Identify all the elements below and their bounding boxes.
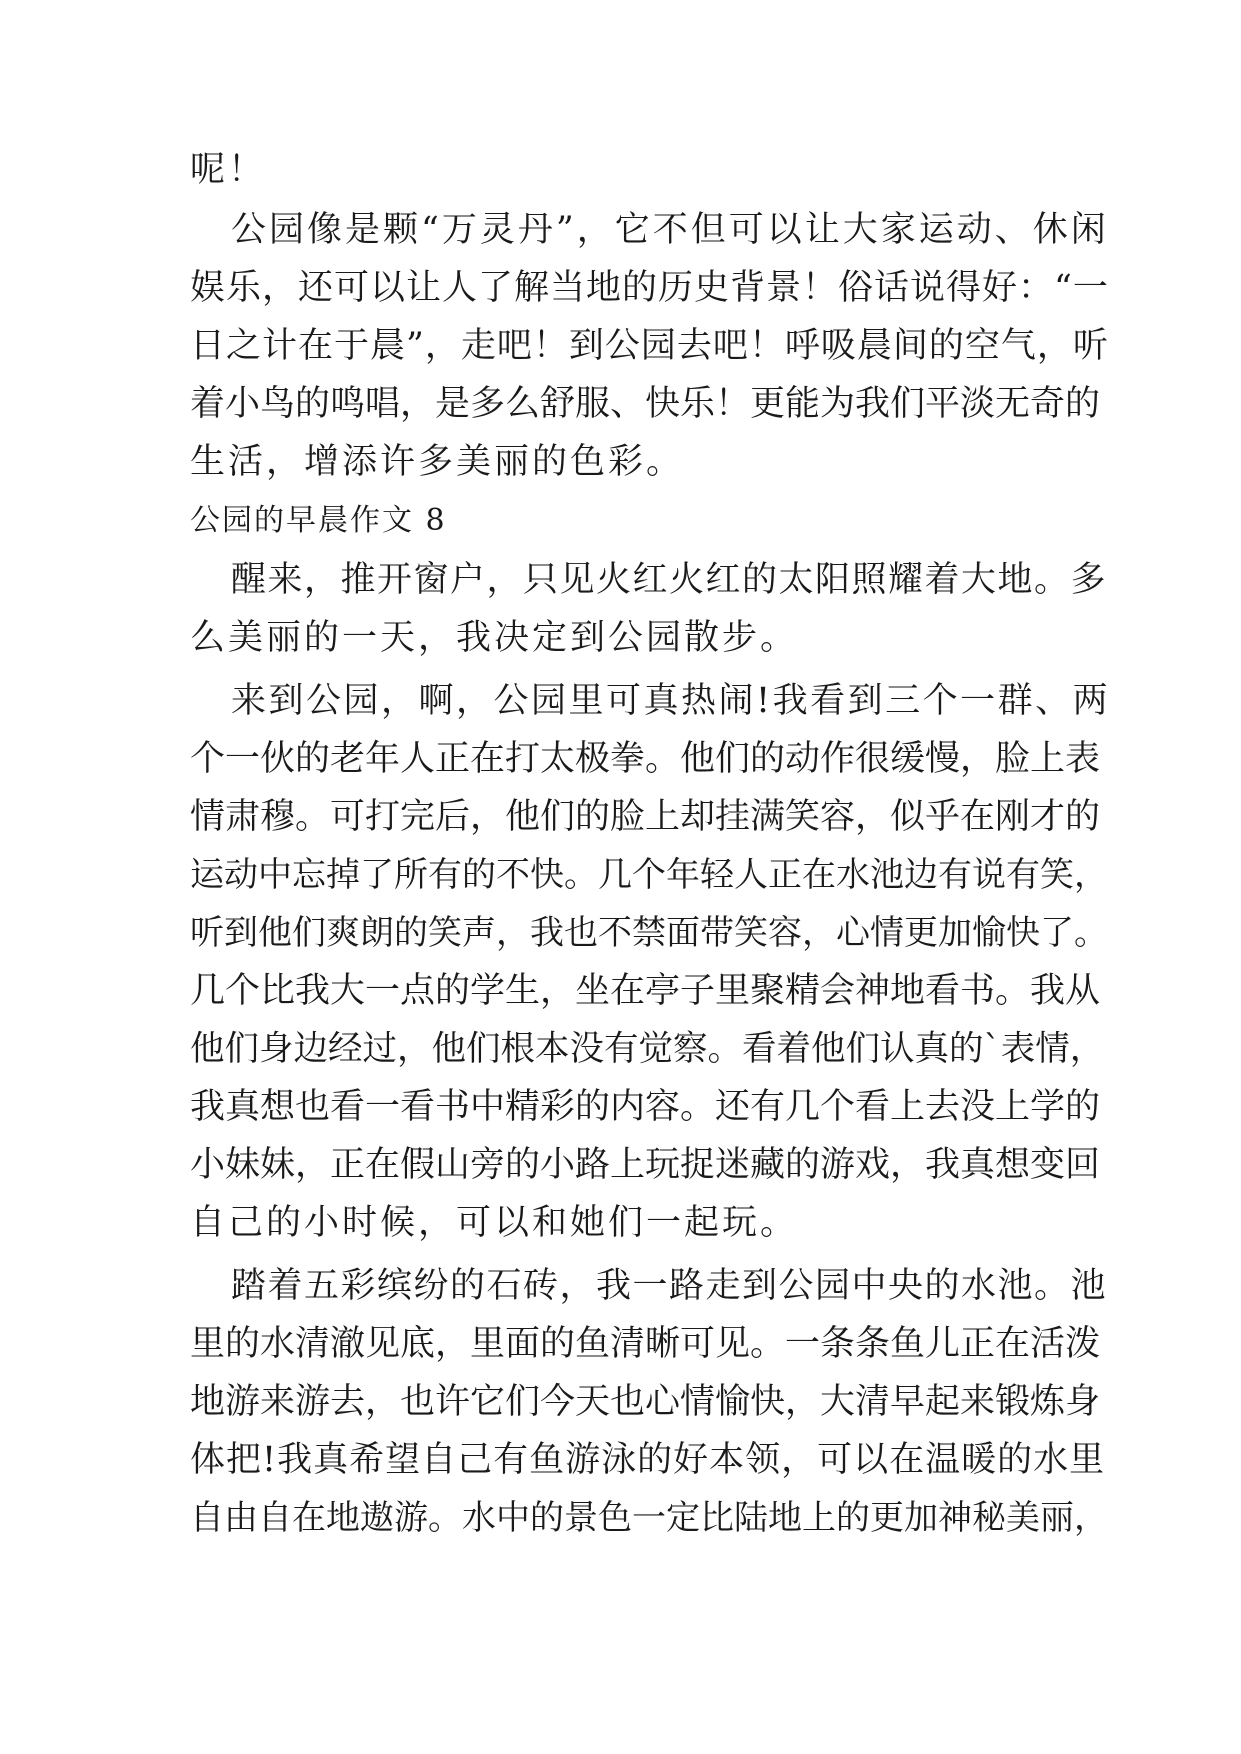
text-line: 呢！ [190,150,267,190]
text-line: 听到他们爽朗的笑声，我也不禁面带笑容，心情更加愉快了。 [190,913,1108,953]
text-line: 么美丽的一天，我决定到公园散步。 [190,618,799,658]
text-line: 娱乐，还可以让人了解当地的历史背景！俗话说得好：“一 [190,268,1109,308]
text-line: 日之计在于晨”，走吧！到公园去吧！呼吸晨间的空气，听 [190,326,1109,366]
text-line: 里的水清澈见底，里面的鱼清晰可见。一条条鱼儿正在活泼 [190,1324,1101,1364]
text-line: 公园像是颗“万灵丹”，它不但可以让大家运动、休闲 [231,210,1109,250]
text-line: 来到公园，啊，公园里可真热闹!我看到三个一群、两 [231,681,1111,721]
text-line: 情肃穆。可打完后，他们的脸上却挂满笑容，似乎在刚才的 [190,797,1101,837]
text-line: 着小鸟的鸣唱，是多么舒服、快乐！更能为我们平淡无奇的 [190,384,1101,424]
text-line: 几个比我大一点的学生，坐在亭子里聚精会神地看书。我从 [190,971,1101,1011]
text-line: 个一伙的老年人正在打太极拳。他们的动作很缓慢，脸上表 [190,739,1101,779]
text-line: 自由自在地遨游。水中的景色一定比陆地上的更加神秘美丽， [190,1498,1108,1538]
text-line: 体把!我真希望自己有鱼游泳的好本领，可以在温暖的水里 [190,1440,1106,1480]
text-line: 醒来，推开窗户，只见火红火红的太阳照耀着大地。多 [231,560,1108,600]
text-line: 地游来游去，也许它们今天也心情愉快，大清早起来锻炼身 [190,1382,1101,1422]
text-line: 我真想也看一看书中精彩的内容。还有几个看上去没上学的 [190,1087,1101,1127]
section-heading: 公园的早晨作文 8 [190,503,447,538]
text-line: 生活，增添许多美丽的色彩。 [190,442,685,482]
text-line: 运动中忘掉了所有的不快。几个年轻人正在水池边有说有笑， [190,855,1108,895]
text-line: 踏着五彩缤纷的石砖，我一路走到公园中央的水池。池 [231,1266,1108,1306]
text-line: 自己的小时候，可以和她们一起玩。 [190,1203,799,1243]
text-line: 小妹妹，正在假山旁的小路上玩捉迷藏的游戏，我真想变回 [190,1145,1101,1185]
text-line: 他们身边经过，他们根本没有觉察。看着他们认真的`表情， [190,1029,1105,1069]
